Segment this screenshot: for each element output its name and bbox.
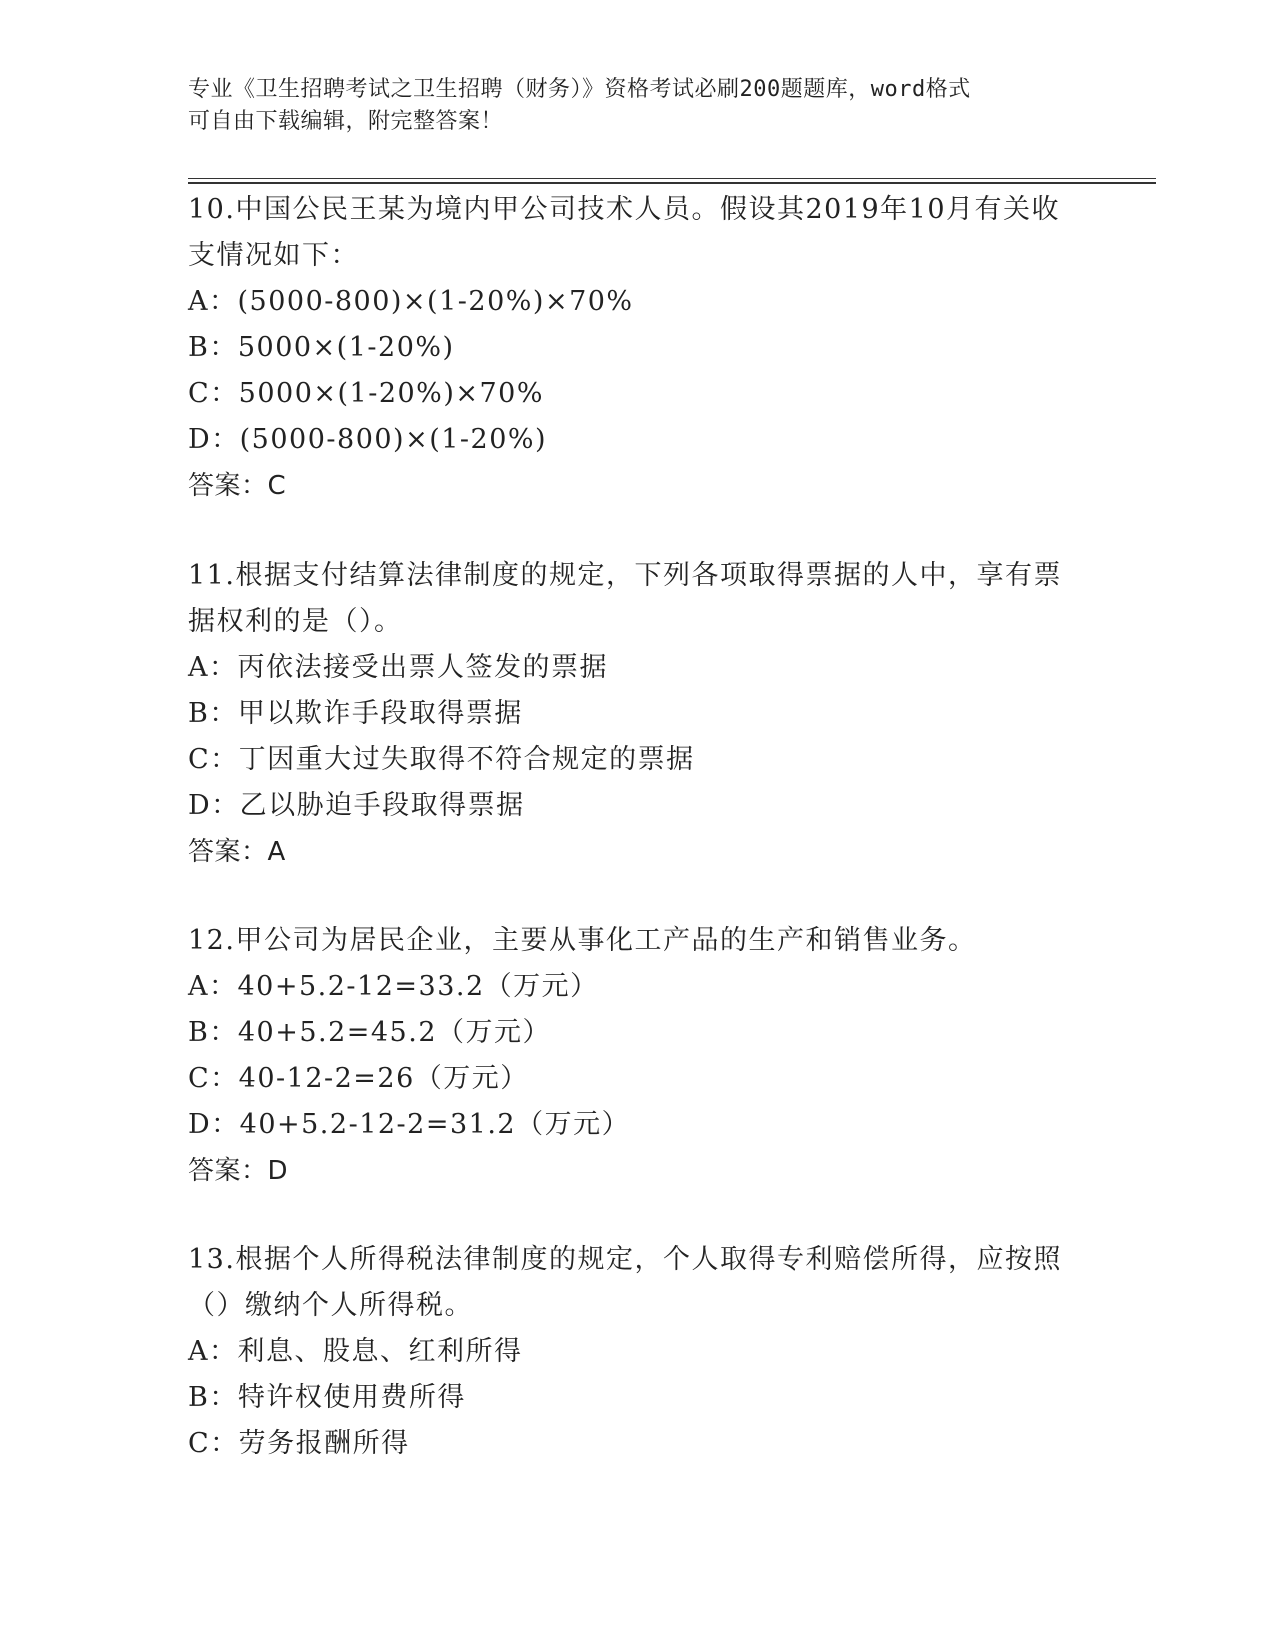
question-stem: 10.中国公民王某为境内甲公司技术人员。假设其2019年10月有关收 xyxy=(188,194,1061,225)
option-a: A：(5000-800)×(1-20%)×70% xyxy=(188,286,634,317)
option-b: B：甲以欺诈手段取得票据 xyxy=(188,698,523,729)
option-d: D：(5000-800)×(1-20%) xyxy=(188,424,548,455)
question-10 xyxy=(188,187,1088,509)
question-11 xyxy=(188,553,1088,875)
header-line-1: 专业《卫生招聘考试之卫生招聘（财务）》资格考试必刷200题题库，word格式 xyxy=(188,77,971,102)
question-12 xyxy=(188,918,1088,1194)
option-d: D：乙以胁迫手段取得票据 xyxy=(188,790,525,821)
question-stem: 12.甲公司为居民企业，主要从事化工产品的生产和销售业务。 xyxy=(188,925,977,956)
document-header xyxy=(188,74,1088,138)
question-stem-continued: 支情况如下： xyxy=(188,240,359,271)
option-a: A：40+5.2-12=33.2（万元） xyxy=(188,971,599,1002)
option-c: C：5000×(1-20%)×70% xyxy=(188,378,545,409)
option-c: C：40-12-2=26（万元） xyxy=(188,1063,529,1094)
header-divider-thick xyxy=(188,182,1156,184)
option-d: D：40+5.2-12-2=31.2（万元） xyxy=(188,1109,631,1140)
question-stem-continued: （）缴纳个人所得税。 xyxy=(188,1290,473,1321)
question-stem: 11.根据支付结算法律制度的规定，下列各项取得票据的人中，享有票 xyxy=(188,560,1062,591)
option-a: A：丙依法接受出票人签发的票据 xyxy=(188,652,608,683)
question-stem: 13.根据个人所得税法律制度的规定，个人取得专利赔偿所得，应按照 xyxy=(188,1244,1062,1275)
header-line-2: 可自由下载编辑，附完整答案！ xyxy=(188,109,504,134)
header-divider-thin xyxy=(188,178,1156,179)
question-stem-continued: 据权利的是（）。 xyxy=(188,606,403,637)
option-c: C：劳务报酬所得 xyxy=(188,1428,410,1459)
answer: 答案：A xyxy=(188,837,286,867)
answer: 答案：D xyxy=(188,1156,289,1186)
option-b: B：40+5.2=45.2（万元） xyxy=(188,1017,551,1048)
option-a: A：利息、股息、红利所得 xyxy=(188,1336,523,1367)
option-b: B：5000×(1-20%) xyxy=(188,332,455,363)
answer: 答案：C xyxy=(188,471,287,501)
question-13 xyxy=(188,1237,1088,1467)
option-c: C：丁因重大过失取得不符合规定的票据 xyxy=(188,744,695,775)
option-b: B：特许权使用费所得 xyxy=(188,1382,466,1413)
